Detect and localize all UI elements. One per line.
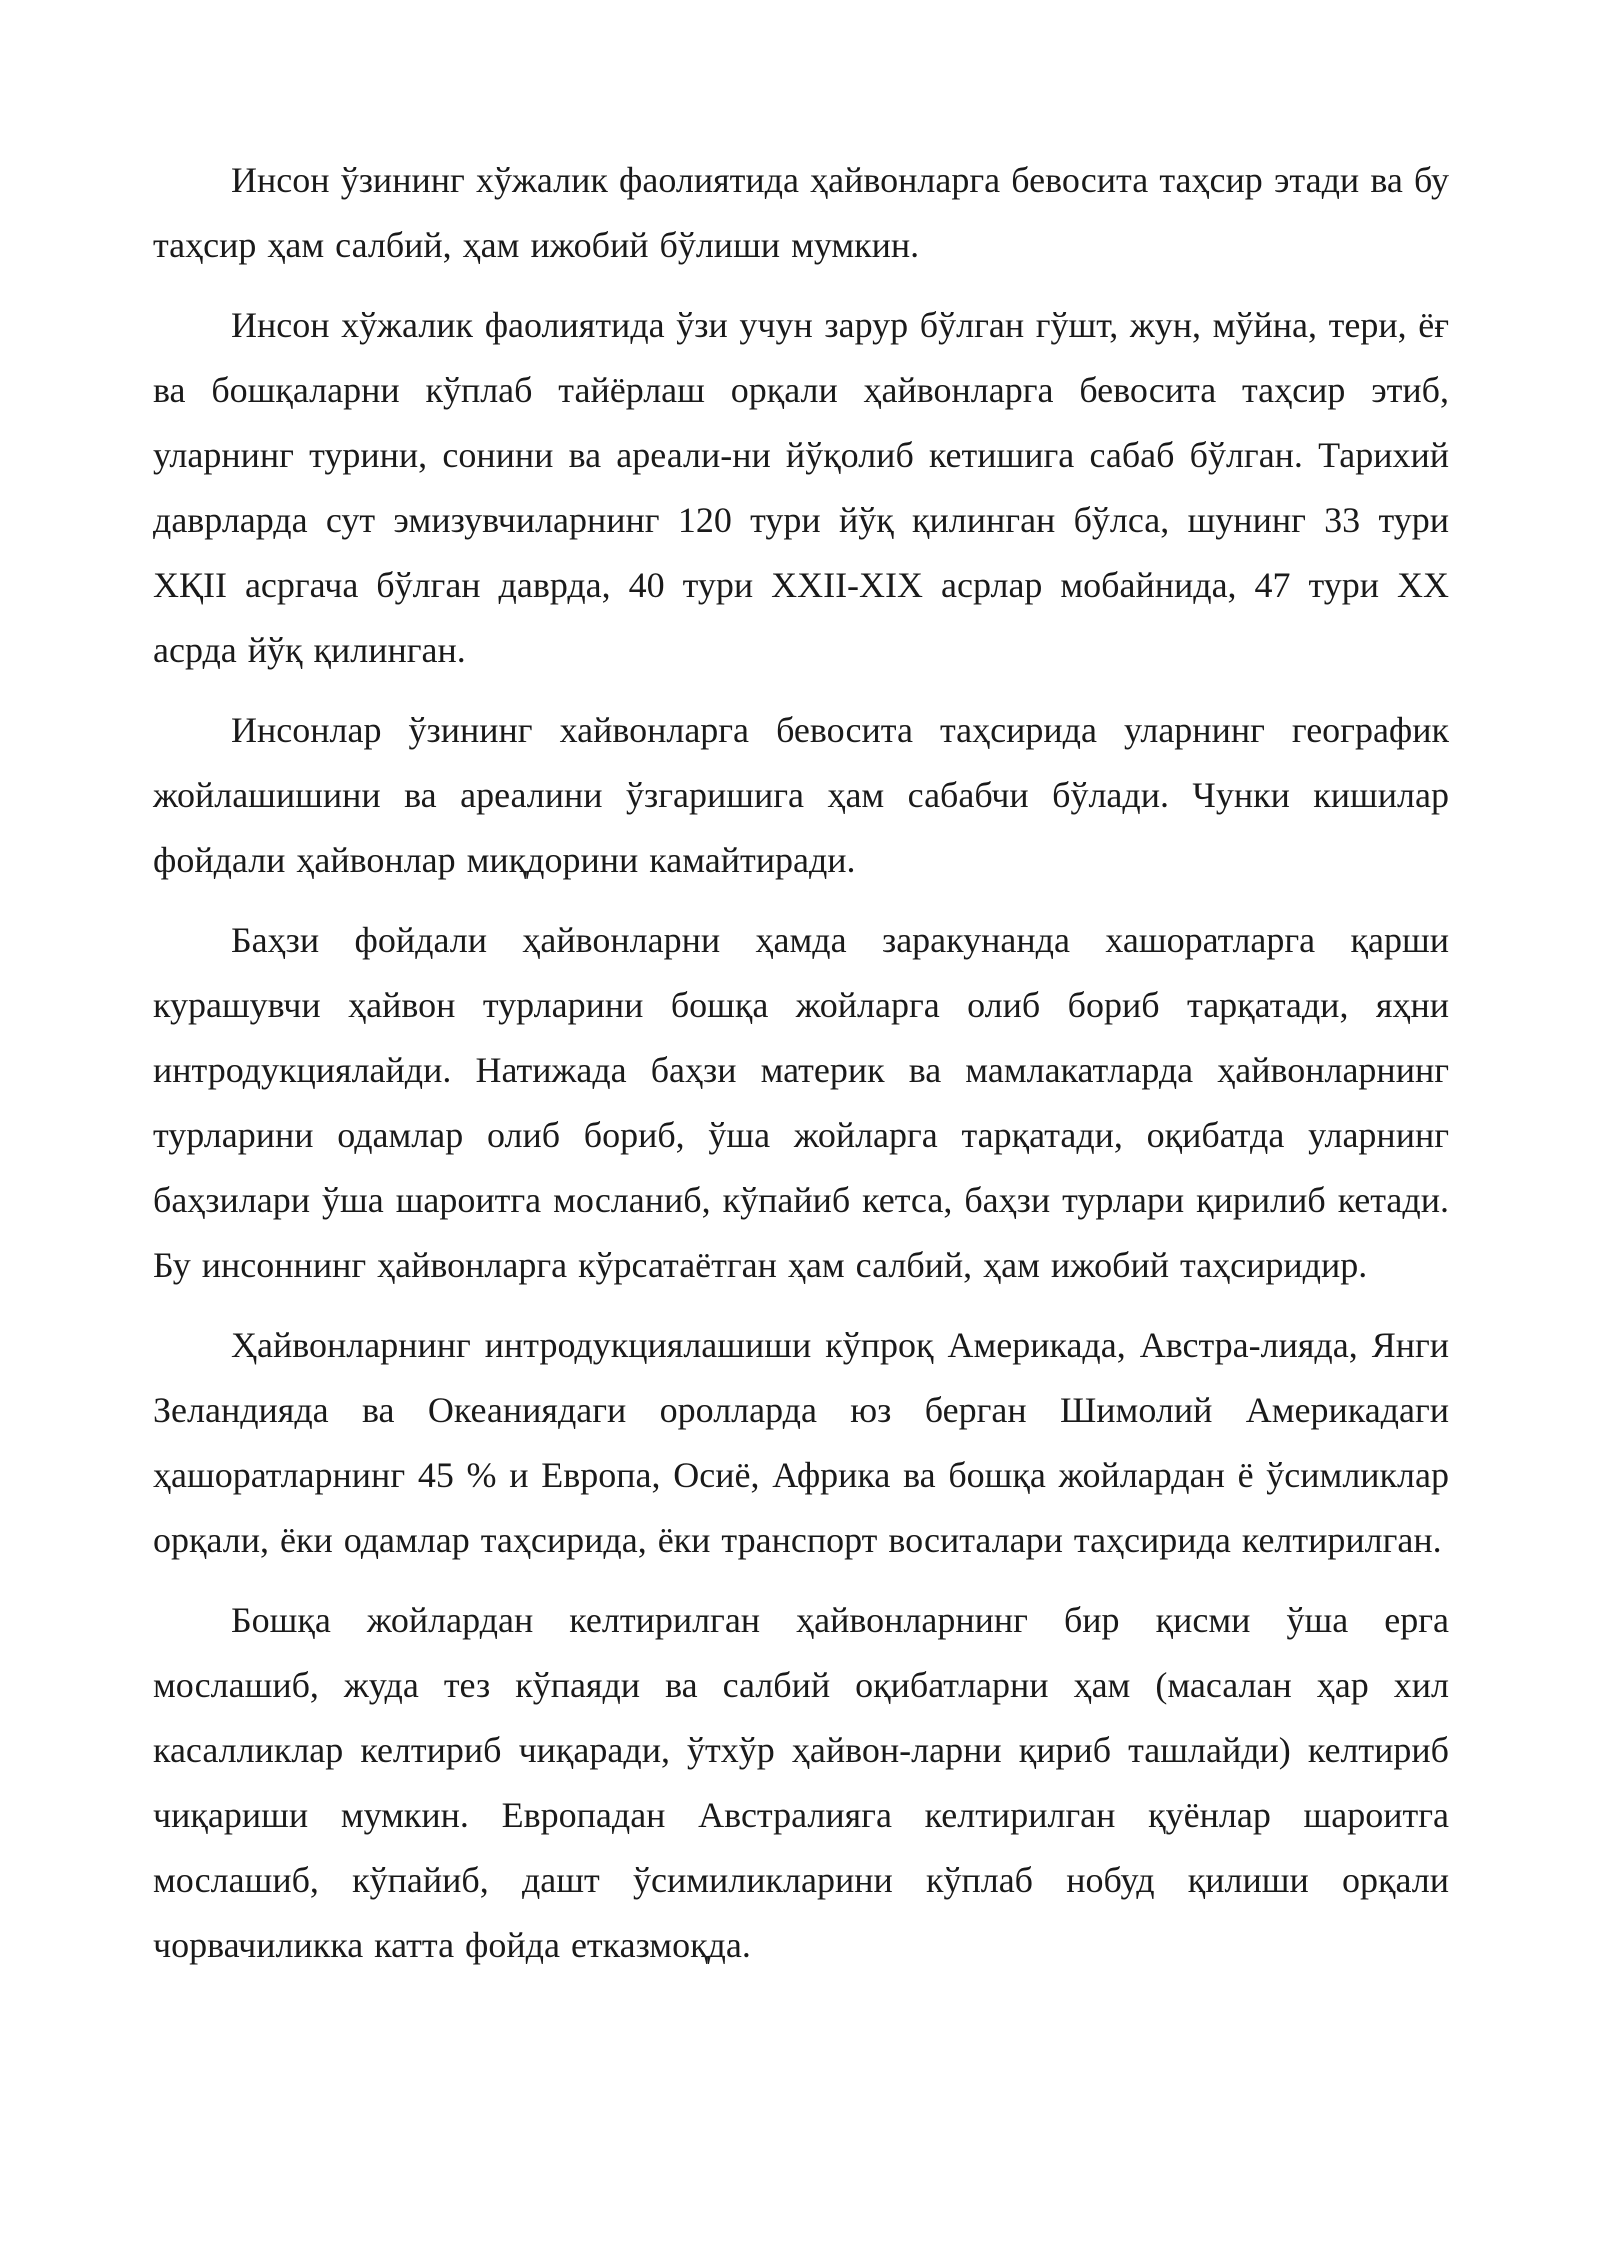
paragraph-4: Баҳзи фойдали ҳайвонларни ҳамда заракунанда хашоратларга қарши курашувчи ҳайвон турларини бошқа жойларга олиб бориб тарқатади, яҳни интродукциялайди. Натижада баҳзи материк ва мамлакатларда ҳайвонларнинг турларини одамлар олиб бориб, ўша жойларга тарқатади, оқибатда уларнинг баҳзилари ўша шароитга мосланиб, кўпайиб кетса, баҳзи турлари қирилиб кетади. Бу инсоннинг ҳайвонларга кўрсатаётган ҳам салбий, ҳам ижобий таҳсиридир. — [153, 920, 1449, 1285]
paragraph-2: Инсон хўжалик фаолиятида ўзи учун зарур бўлган гўшт, жун, мўйна, тери, ёғ ва бошқаларни кўплаб тайёрлаш орқали ҳайвонларга бевосита таҳсир этиб, уларнинг турини, сонини ва ареали-ни йўқолиб кетишига сабаб бўлган. Тарихий даврларда сут эмизувчиларнинг 120 тури йўқ қилинган бўлса, шунинг 33 тури XҚII асргача бўлган даврда, 40 тури XXII-XIX асрлар мобайнида, 47 тури XX асрда йўқ қилинган. — [153, 305, 1449, 670]
paragraph-6: Бошқа жойлардан келтирилган ҳайвонларнинг бир қисми ўша ерга мослашиб, жуда тез кўпаяди ва салбий оқибатларни ҳам (масалан ҳар хил касалликлар келтириб чиқаради, ўтхўр ҳайвон-ларни қириб ташлайди) келтириб чиқариши мумкин. Европадан Австралияга келтирилган қуёнлар шароитга мослашиб, кўпайиб, дашт ўсимиликларини кўплаб нобуд қилиши орқали чорвачиликка катта фойда етказмоқда. — [153, 1600, 1449, 1965]
paragraph-5: Ҳайвонларнинг интродукциялашиши кўпроқ Америкада, Австра-лияда, Янги Зеландияда ва Океаниядаги оролларда юз берган Шимолий Америкадаги ҳашоратларнинг 45 % и Европа, Осиё, Африка ва бошқа жойлардан ё ўсимликлар орқали, ёки одамлар таҳсирида, ёки транспорт воситалари таҳсирида келтирилган. — [153, 1325, 1449, 1560]
document-page — [153, 148, 1449, 1993]
paragraph-3: Инсонлар ўзининг хайвонларга бевосита таҳсирида уларнинг географик жойлашишини ва ареалини ўзгаришига ҳам сабабчи бўлади. Чунки кишилар фойдали ҳайвонлар миқдорини камайтиради. — [153, 710, 1449, 880]
paragraph-1: Инсон ўзининг хўжалик фаолиятида ҳайвонларга бевосита таҳсир этади ва бу таҳсир ҳам салбий, ҳам ижобий бўлиши мумкин. — [153, 160, 1449, 265]
